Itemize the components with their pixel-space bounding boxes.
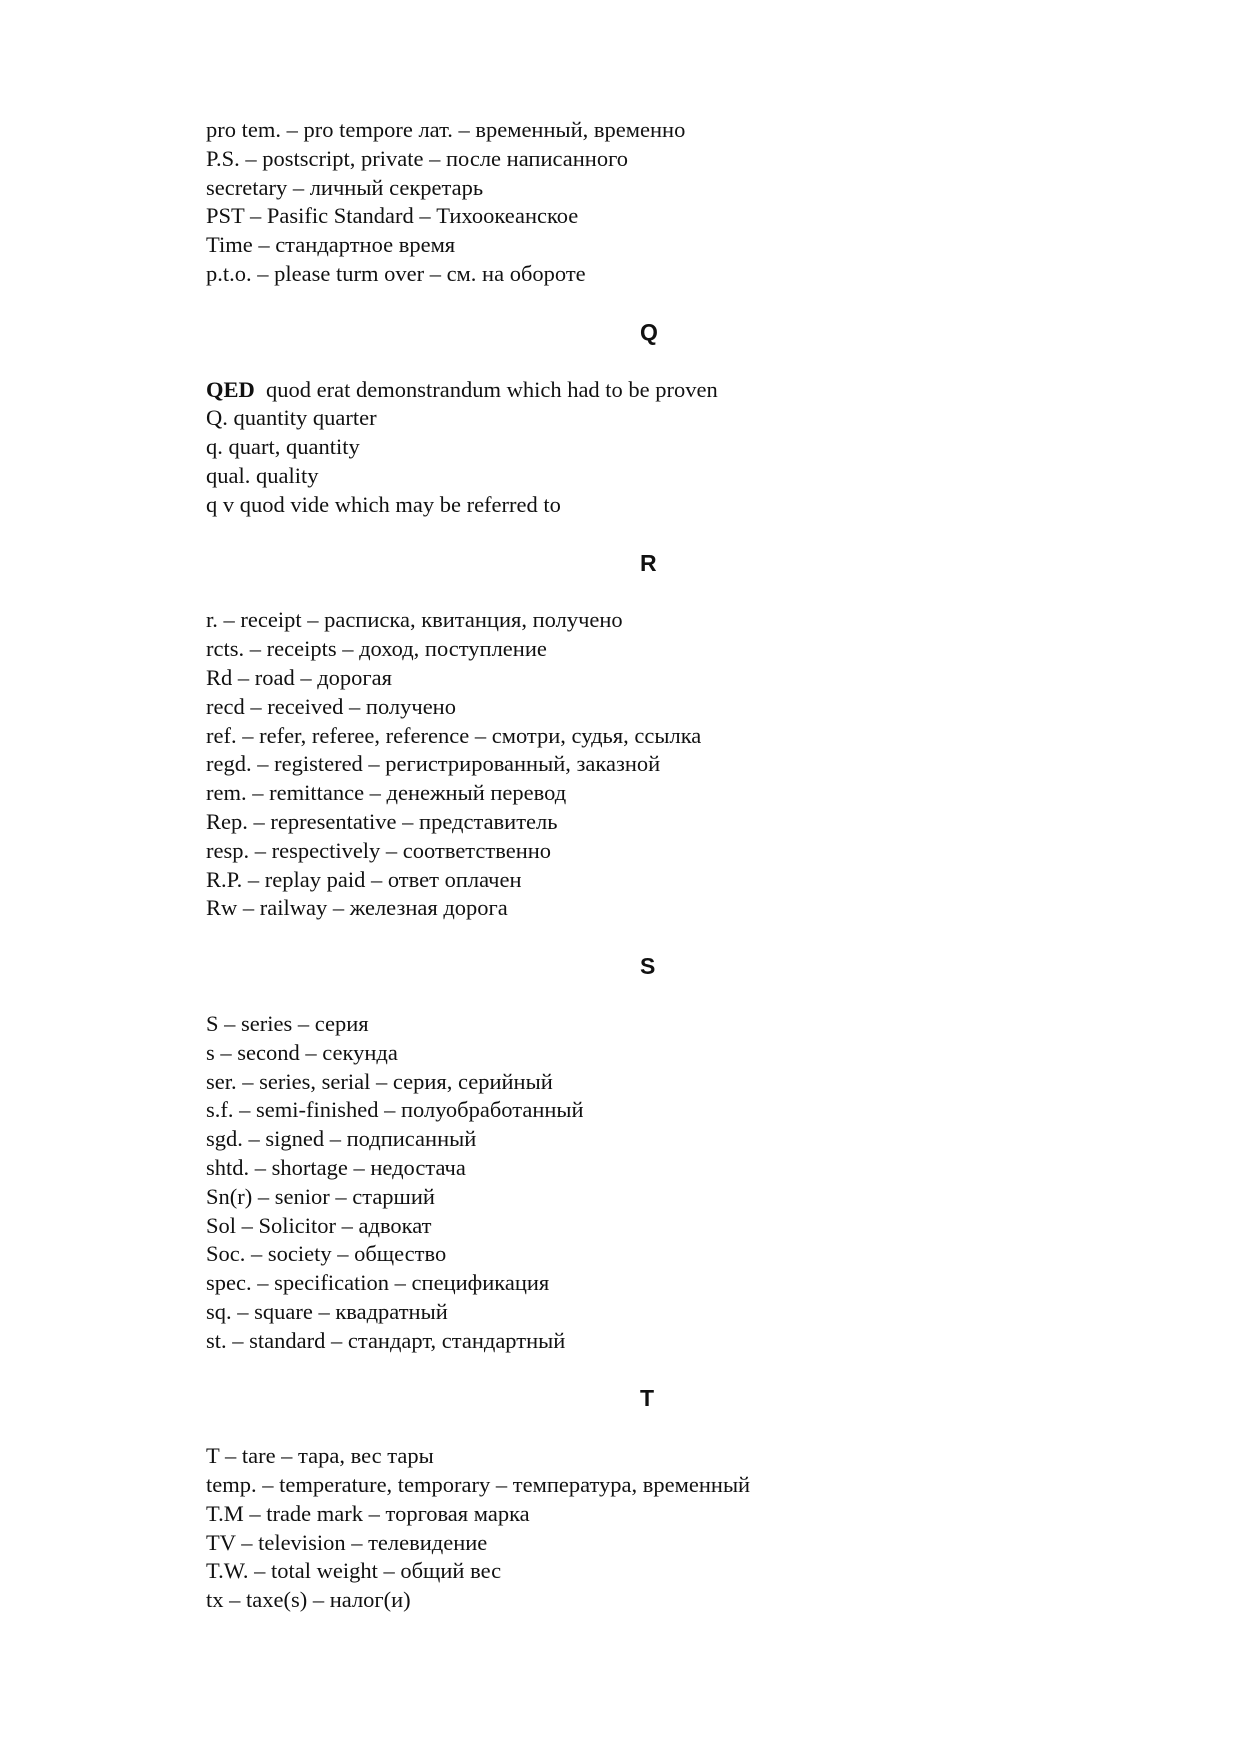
- section-heading-q: [206, 318, 1106, 347]
- section-t: [206, 1355, 1106, 1615]
- entry: sq. – square – квадратный: [206, 1298, 448, 1324]
- entry: resp. – respectively – соответственно: [206, 837, 552, 863]
- entry: T – tare – тара, вес тары: [206, 1443, 434, 1469]
- section-heading-r: [206, 549, 1106, 578]
- entry: shtd. – shortage – недостача: [206, 1154, 466, 1180]
- entry: secretary – личный секретарь: [206, 174, 484, 200]
- entry: pro tem. – pro tempore лат. – временный, временно: [206, 117, 686, 142]
- entry: R.P. – replay paid – ответ оплачен: [206, 866, 522, 892]
- entry: s – second – секунда: [206, 1039, 398, 1065]
- section-letter: S: [640, 953, 656, 980]
- entry: rcts. – receipts – доход, поступление: [206, 636, 547, 662]
- entry: TV – television – телевидение: [206, 1529, 488, 1555]
- entry: Soc. – society – общество: [206, 1241, 447, 1267]
- entry: temp. – temperature, temporary – температура, временный: [206, 1472, 751, 1498]
- entry: q v quod vide which may be referred to: [206, 491, 561, 517]
- entry: S – series – серия: [206, 1010, 369, 1036]
- entry: Rw – railway – железная дорога: [206, 895, 508, 921]
- entry: q. quart, quantity: [206, 434, 360, 460]
- entry: tx – taxe(s) – налог(и): [206, 1587, 411, 1613]
- entry: Rep. – representative – представитель: [206, 808, 558, 834]
- entry: Q. quantity quarter: [206, 405, 377, 431]
- entry: Sol – Solicitor – адвокат: [206, 1212, 432, 1238]
- entry: qual. quality: [206, 462, 319, 488]
- entry-abbreviation-bold: QED: [206, 376, 255, 402]
- section-letter: R: [640, 549, 657, 576]
- entry: T.M – trade mark – торговая марка: [206, 1500, 530, 1526]
- entry: Sn(r) – senior – старший: [206, 1183, 435, 1209]
- entry: T.W. – total weight – общий вес: [206, 1558, 502, 1584]
- entry: regd. – registered – регистрированный, заказной: [206, 751, 661, 777]
- entry: recd – received – получено: [206, 693, 456, 719]
- entry-definition: quod erat demonstrandum which had to be proven: [254, 376, 718, 402]
- section-s: [206, 923, 1106, 1355]
- document-page: [206, 116, 1106, 1615]
- section-heading-s: [206, 952, 1106, 981]
- entry: [206, 376, 1106, 405]
- entry: ref. – refer, referee, reference – смотри, судья, ссылка: [206, 722, 702, 748]
- entry: Rd – road – дорогая: [206, 664, 392, 690]
- entry: rem. – remittance – денежный перевод: [206, 780, 567, 806]
- section-letter: T: [640, 1385, 655, 1412]
- entry: sgd. – signed – подписанный: [206, 1126, 477, 1152]
- section-p: [206, 116, 1106, 289]
- section-heading-t: [206, 1384, 1106, 1413]
- section-letter: Q: [640, 318, 658, 345]
- section-r: [206, 520, 1106, 924]
- entry: Time – стандартное время: [206, 232, 456, 258]
- entry: ser. – series, serial – серия, серийный: [206, 1068, 553, 1094]
- entry: spec. – specification – спецификация: [206, 1270, 550, 1296]
- entry: PST – Pasific Standard – Тихоокеанское: [206, 203, 579, 229]
- entry: s.f. – semi-finished – полуобработанный: [206, 1097, 584, 1123]
- entry: r. – receipt – расписка, квитанция, получено: [206, 607, 623, 633]
- section-q: [206, 289, 1106, 520]
- entry: P.S. – postscript, private – после написанного: [206, 145, 628, 171]
- entry: p.t.o. – please turm over – см. на обороте: [206, 260, 586, 286]
- entry: st. – standard – стандарт, стандартный: [206, 1327, 566, 1353]
